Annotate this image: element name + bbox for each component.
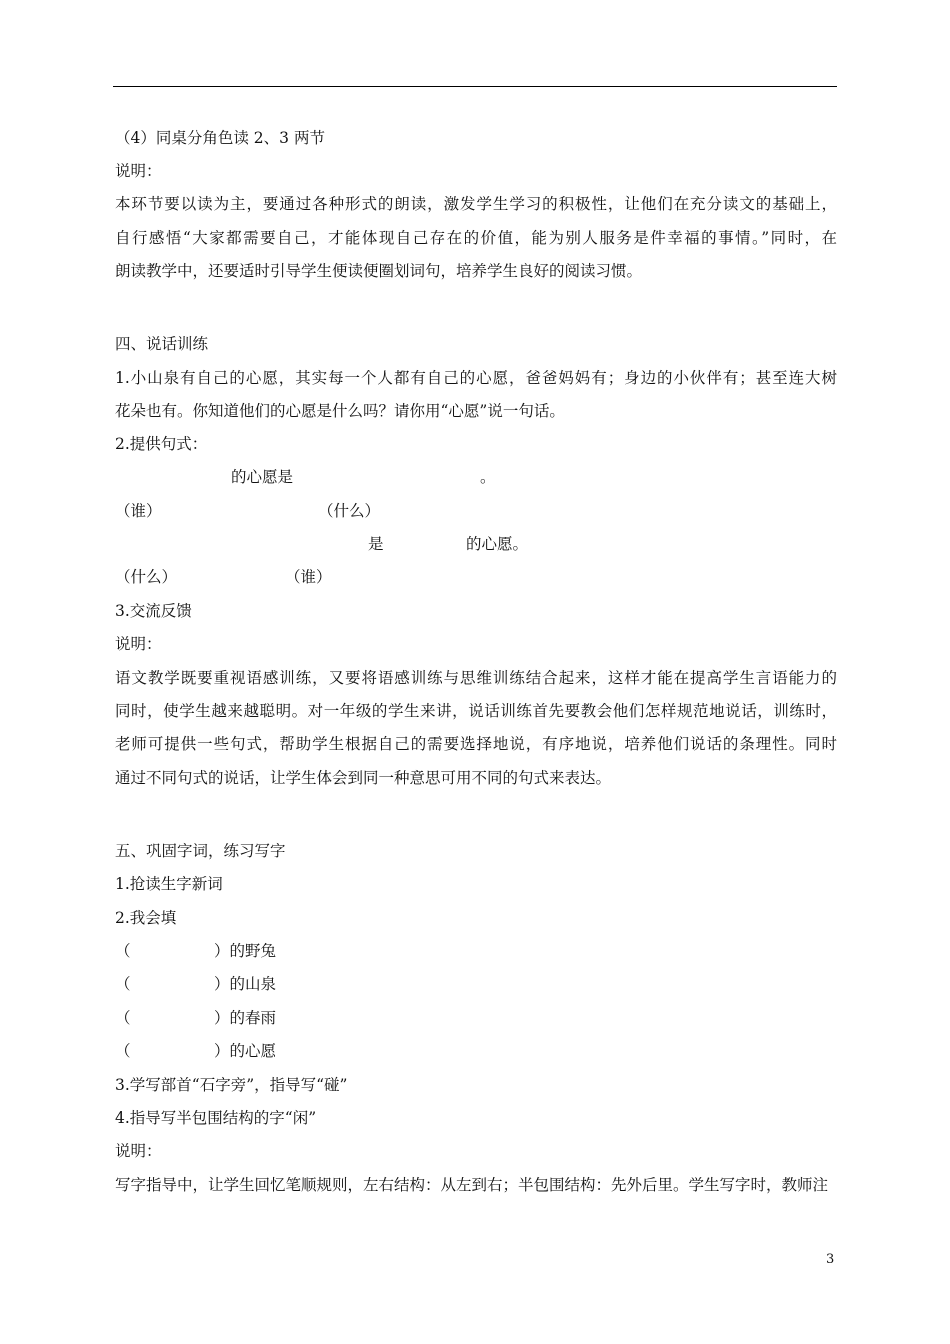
list-item: 3.学写部首“石字旁”，指导写“碰” — [115, 1076, 348, 1094]
paragraph-line: 1.小山泉有自己的心愿，其实每一个人都有自己的心愿，爸爸妈妈有；身边的小伙伴有；甚至连大树 — [115, 369, 837, 387]
paragraph-line: 通过不同句式的说话，让学生体会到同一种意思可用不同的句式来表达。 — [115, 769, 612, 787]
fill-blank-text: ）的心愿 — [214, 1042, 277, 1060]
list-item: 2.我会填 — [115, 909, 177, 927]
sentence-pattern-text: 是 — [368, 535, 384, 553]
section-heading-4: 四、说话训练 — [115, 335, 209, 353]
header-rule — [113, 86, 837, 87]
sentence-pattern-hint: （什么） — [115, 568, 178, 586]
note-label: 说明： — [115, 162, 162, 180]
note-label: 说明： — [115, 635, 162, 653]
paragraph-line: 朗读教学中，还要适时引导学生便读便圈划词句，培养学生良好的阅读习惯。 — [115, 262, 643, 280]
paragraph-line: 同时，使学生越来越聪明。对一年级的学生来讲，说话训练首先要教会他们怎样规范地说话，训练时， — [115, 702, 837, 720]
list-item: 4.指导写半包围结构的字“闲” — [115, 1109, 317, 1127]
list-item: 1.抢读生字新词 — [115, 875, 223, 893]
paragraph-line: 花朵也有。你知道他们的心愿是什么吗？请你用“心愿”说一句话。 — [115, 402, 565, 420]
fill-blank-text: ）的山泉 — [214, 975, 277, 993]
fill-blank-text: ）的春雨 — [214, 1009, 277, 1027]
sentence-pattern-text: 。 — [480, 468, 496, 486]
page-number: 3 — [826, 1252, 835, 1267]
sentence-pattern-hint: （谁） — [285, 568, 332, 586]
list-item: 2.提供句式： — [115, 435, 208, 453]
sentence-pattern-text: 的心愿。 — [466, 535, 529, 553]
paragraph-line: 写字指导中，让学生回忆笔顺规则，左右结构：从左到右；半包围结构：先外后里。学生写字时，教师注 — [115, 1176, 829, 1194]
paragraph-line: 老师可提供一些句式，帮助学生根据自己的需要选择地说，有序地说，培养他们说话的条理性。同时 — [115, 735, 837, 753]
fill-blank-text: ）的野兔 — [214, 942, 277, 960]
paragraph-line: 语文教学既要重视语感训练，又要将语感训练与思维训练结合起来，这样才能在提高学生言语能力的 — [115, 669, 837, 687]
paragraph-line: 本环节要以读为主，要通过各种形式的朗读，激发学生学习的积极性，让他们在充分读文的基础上， — [115, 195, 837, 213]
note-label: 说明： — [115, 1142, 162, 1160]
sentence-pattern-text: 的心愿是 — [231, 468, 294, 486]
sentence-pattern-hint: （谁） — [115, 502, 162, 520]
fill-blank-open: （ — [115, 1009, 131, 1027]
paragraph-line: 自行感悟“大家都需要自己，才能体现自己存在的价值，能为别人服务是件幸福的事情。”同时，在 — [115, 229, 837, 247]
fill-blank-open: （ — [115, 942, 131, 960]
list-item: 3.交流反馈 — [115, 602, 192, 620]
sentence-pattern-hint: （什么） — [318, 502, 381, 520]
step-4-line: （4）同桌分角色读 2、3 两节 — [115, 129, 325, 147]
fill-blank-open: （ — [115, 1042, 131, 1060]
fill-blank-open: （ — [115, 975, 131, 993]
section-heading-5: 五、巩固字词，练习写字 — [115, 842, 286, 860]
